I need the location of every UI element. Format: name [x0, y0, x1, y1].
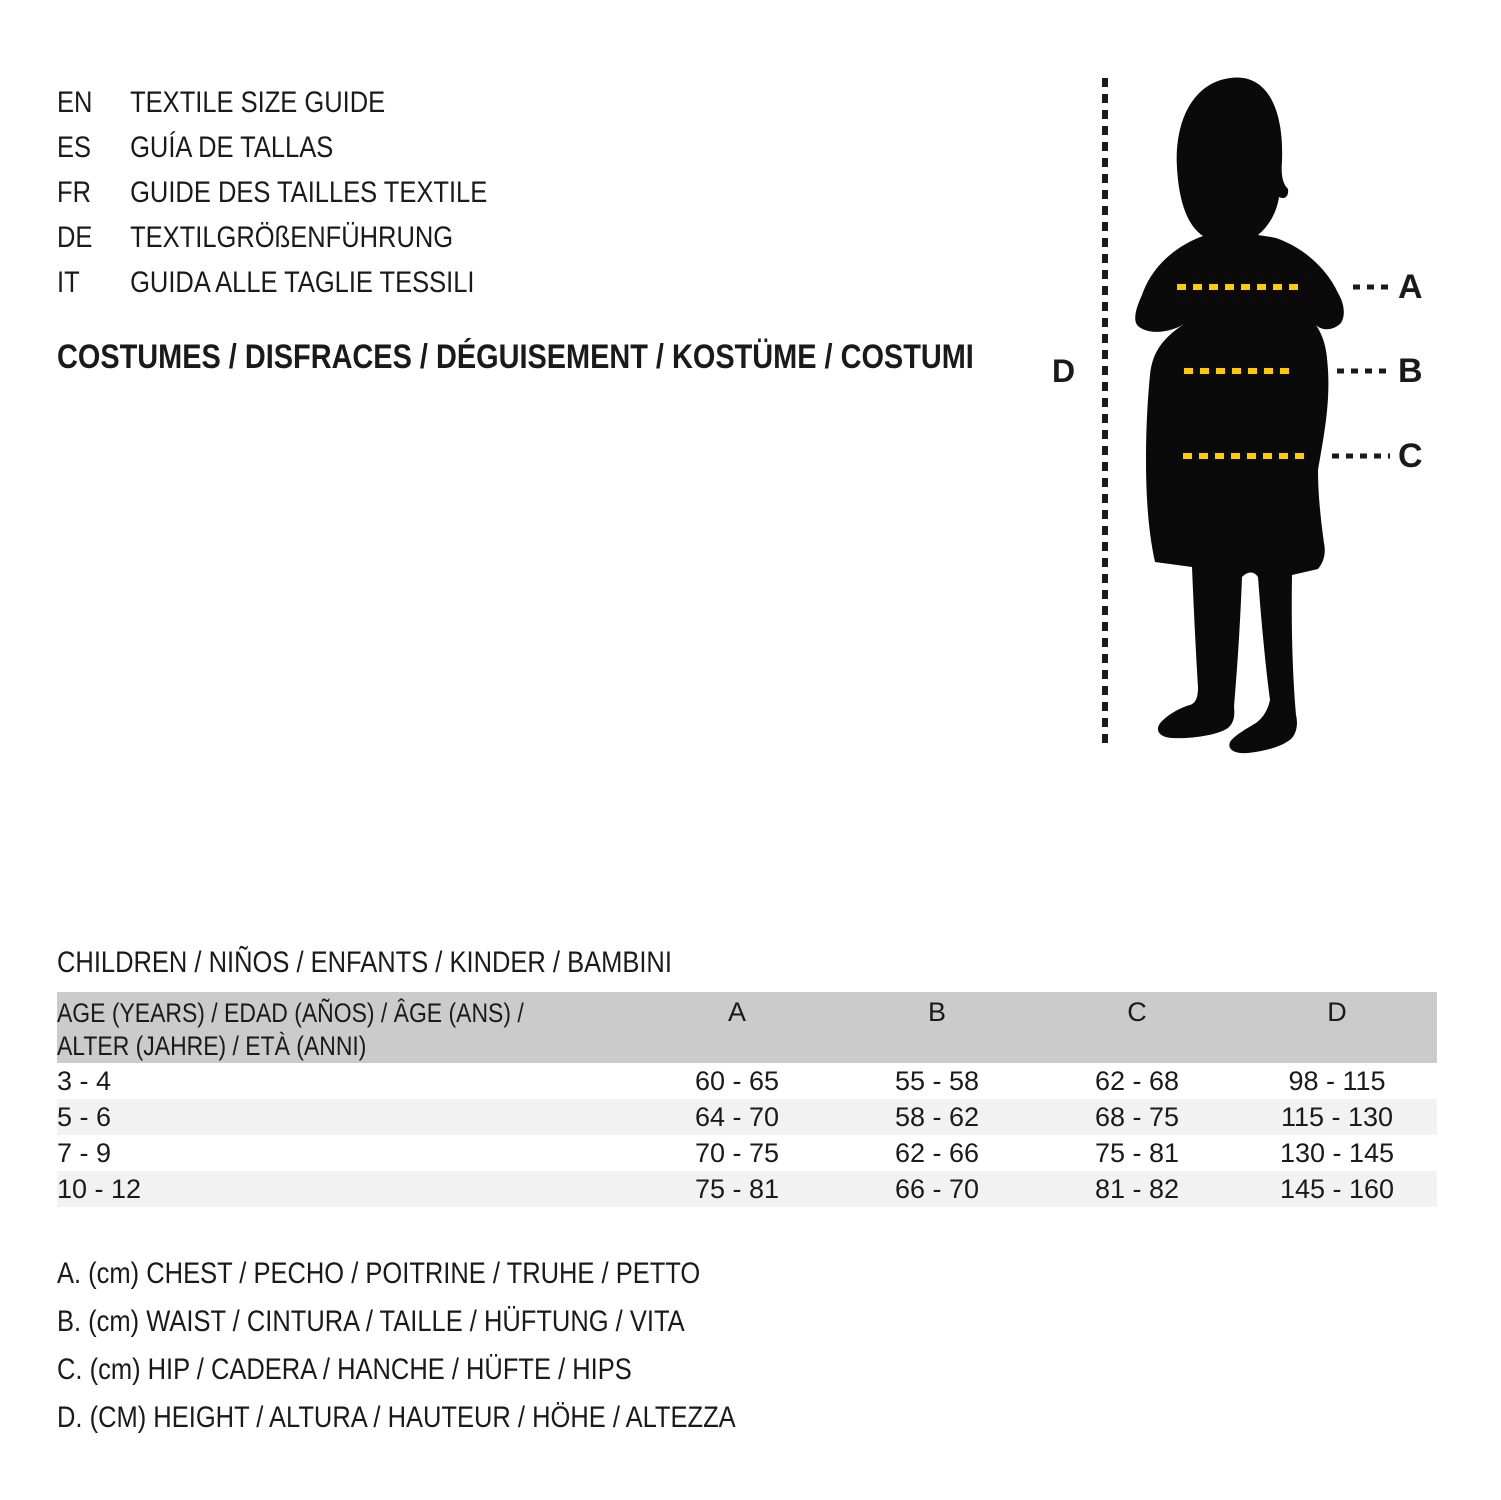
- age-value: 5 - 6: [57, 1101, 112, 1132]
- waist-label: B: [1398, 352, 1423, 390]
- age-column-header: [57, 992, 637, 1063]
- legend-chest: [57, 1250, 855, 1298]
- lang-label-it: GUIDA ALLE TAGLIE TESSILI: [130, 265, 475, 299]
- hip-range: 62 - 68: [1094, 1065, 1180, 1096]
- table-row: [57, 1171, 1437, 1207]
- lang-code-it: IT: [57, 265, 80, 299]
- age-value: 7 - 9: [57, 1137, 112, 1168]
- legend-waist: [57, 1298, 855, 1346]
- waist-range: 62 - 66: [894, 1137, 980, 1168]
- legend-hip: [57, 1346, 855, 1394]
- children-size-table: [57, 992, 1437, 1207]
- measurement-figure: [1045, 60, 1460, 760]
- lang-label-es: GUÍA DE TALLAS: [130, 130, 334, 164]
- lang-row-en: [57, 80, 487, 125]
- column-header-b: B: [927, 997, 946, 1027]
- height-range: 130 - 145: [1279, 1137, 1395, 1168]
- legend-waist-text: B. (cm) WAIST / CINTURA / TAILLE / HÜFTUNG / VITA: [57, 1305, 685, 1338]
- measurement-legend: [57, 1250, 855, 1442]
- chest-range: 70 - 75: [694, 1137, 780, 1168]
- hip-label: C: [1398, 437, 1423, 475]
- table-section-title-text: CHILDREN / NIÑOS / ENFANTS / KINDER / BAMBINI: [57, 946, 672, 979]
- lang-label-fr: GUIDE DES TAILLES TEXTILE: [130, 175, 488, 209]
- height-label: D: [1052, 353, 1076, 389]
- table-row: [57, 1063, 1437, 1099]
- category-title: [57, 338, 1136, 377]
- column-header-d: D: [1327, 997, 1347, 1027]
- lang-row-fr: [57, 170, 487, 215]
- waist-range: 58 - 62: [894, 1101, 980, 1132]
- age-header-line2: ALTER (JAHRE) / ETÀ (ANNI): [57, 1031, 367, 1061]
- waist-range: 66 - 70: [894, 1173, 980, 1204]
- table-row: [57, 1099, 1437, 1135]
- lang-row-es: [57, 125, 487, 170]
- legend-hip-text: C. (cm) HIP / CADERA / HANCHE / HÜFTE / HIPS: [57, 1353, 632, 1386]
- lang-code-es: ES: [57, 130, 92, 164]
- legend-chest-text: A. (cm) CHEST / PECHO / POITRINE / TRUHE / PETTO: [57, 1257, 701, 1290]
- height-range: 115 - 130: [1280, 1101, 1394, 1132]
- table-header-row: [57, 992, 1437, 1063]
- legend-height-text: D. (CM) HEIGHT / ALTURA / HAUTEUR / HÖHE / ALTEZZA: [57, 1401, 736, 1434]
- table-row: [57, 1135, 1437, 1171]
- lang-row-de: [57, 215, 487, 260]
- chest-label: A: [1398, 268, 1423, 306]
- age-value: 3 - 4: [57, 1065, 112, 1096]
- height-range: 98 - 115: [1288, 1065, 1386, 1096]
- table-section-title: [57, 946, 780, 980]
- column-header-c: C: [1127, 997, 1147, 1027]
- column-header-a: A: [727, 997, 746, 1027]
- lang-row-it: [57, 260, 487, 305]
- lang-label-en: TEXTILE SIZE GUIDE: [130, 85, 386, 119]
- category-title-text: COSTUMES / DISFRACES / DÉGUISEMENT / KOSTÜME / COSTUMI: [57, 338, 974, 376]
- hip-range: 81 - 82: [1094, 1173, 1180, 1204]
- child-silhouette: [1135, 78, 1344, 754]
- chest-range: 75 - 81: [694, 1173, 780, 1204]
- lang-label-de: TEXTILGRÖßENFÜHRUNG: [130, 220, 454, 254]
- age-header-line1: AGE (YEARS) / EDAD (AÑOS) / ÂGE (ANS) /: [57, 998, 524, 1028]
- chest-range: 60 - 65: [694, 1065, 780, 1096]
- chest-range: 64 - 70: [694, 1101, 780, 1132]
- legend-height: [57, 1394, 855, 1442]
- lang-code-en: EN: [57, 85, 93, 119]
- language-guide-list: [57, 80, 563, 305]
- height-range: 145 - 160: [1279, 1173, 1395, 1204]
- lang-code-de: DE: [57, 220, 93, 254]
- hip-range: 68 - 75: [1094, 1101, 1180, 1132]
- age-value: 10 - 12: [57, 1173, 142, 1204]
- waist-range: 55 - 58: [894, 1065, 980, 1096]
- lang-code-fr: FR: [57, 175, 91, 209]
- hip-range: 75 - 81: [1094, 1137, 1180, 1168]
